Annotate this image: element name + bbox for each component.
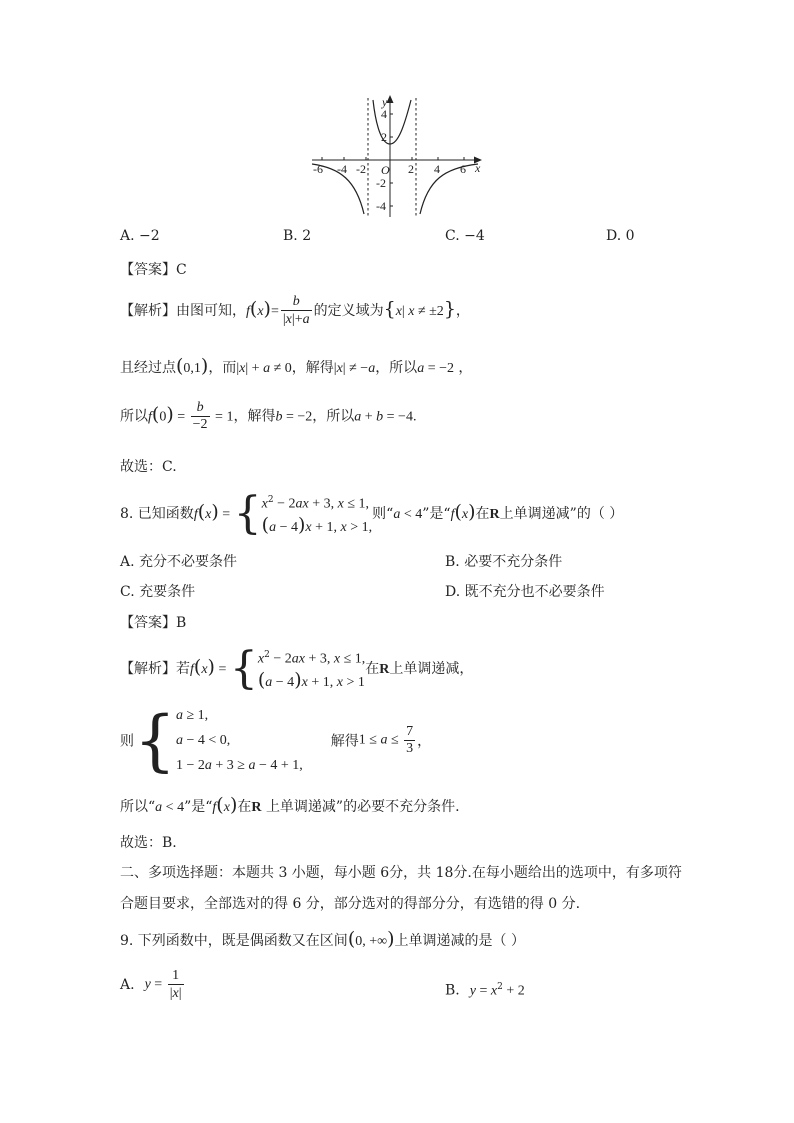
- q8-option-a: A. 充分不必要条件: [120, 554, 238, 570]
- y-tick-label: 4: [381, 107, 387, 121]
- function-graph: [300, 92, 490, 222]
- q7-option-d: D. 0: [606, 228, 635, 244]
- q8-option-d: D. 既不充分也不必要条件: [445, 584, 605, 600]
- y-axis-arrow: [387, 95, 394, 103]
- curve-right: [420, 164, 478, 214]
- q7-analysis-line3: 所以f(0) = $\frac{b}{-2}$ = 1，解得b = −2，所以a + b = −4.: [120, 400, 417, 432]
- x-tick-label: -6: [313, 162, 323, 176]
- y-tick-label: -2: [376, 176, 386, 190]
- q8-answer: 【答案】B: [120, 615, 187, 631]
- q8-conclusion: 故选：B.: [120, 835, 177, 851]
- x-axis-label: x: [475, 161, 481, 175]
- q9-stem: 9. 下列函数中，既是偶函数又在区间(0, +∞)上单调递减的是（ ）: [120, 928, 525, 950]
- q8-analysis-line1: 【解析】若f(x) = { $x^2 - 2ax + 3$, x ≤ 1, (a − 4)x + 1, x > 1 在R上单调递减，: [120, 642, 474, 694]
- q7-analysis-line1: 【解析】由图可知，f(x)= $\frac{b}{|x|+a}$ 的定义域为{x| x ≠ ±2}，: [120, 294, 470, 327]
- q7-answer: 【答案】C: [120, 262, 187, 278]
- q9-option-a: A. y = $\frac{1}{|x|}$: [120, 968, 182, 1001]
- q8-option-b: B. 必要不充分条件: [445, 554, 563, 570]
- y-tick-label: -4: [376, 199, 386, 213]
- origin-label: O: [381, 163, 390, 177]
- x-tick-label: -4: [337, 162, 347, 176]
- y-axis-label: y: [382, 95, 388, 109]
- q7-option-c: C. −4: [445, 228, 485, 244]
- section2-line1: 二、多项选择题：本题共 3 小题，每小题 6分，共 18分.在每小题给出的选项中，有多项符: [120, 865, 682, 881]
- q7-option-a: A. −2: [120, 228, 160, 244]
- x-tick-label: 4: [434, 162, 440, 176]
- q7-conclusion: 故选：C.: [120, 459, 177, 475]
- q7-option-b: B. 2: [283, 228, 312, 244]
- q8-analysis-line3: 所以“a < 4”是“f(x)在R 上单调递减”的必要不充分条件.: [120, 794, 460, 816]
- x-tick-label: -2: [356, 162, 366, 176]
- y-tick-label: 2: [381, 130, 387, 144]
- x-tick-label: 6: [460, 162, 466, 176]
- q9-option-b: B. $y = x^2 + 2$: [445, 982, 525, 999]
- x-tick-label: 2: [408, 162, 414, 176]
- q8-stem: 8. 已知函数f(x) = { $x^2 - 2ax + 3$, x ≤ 1, (a − 4)x + 1, x > 1, 则“a < 4”是“f(x)在R上单调递减”的（ ）: [120, 487, 624, 539]
- section2-line2: 合题目要求，全部选对的得 6 分，部分选对的得部分分，有选错的得 0 分.: [120, 896, 581, 912]
- q8-option-c: C. 充要条件: [120, 584, 196, 600]
- q8-analysis-line2: 则 { a ≥ 1, a − 4 < 0, 1 − 2a + 3 ≥ a − 4 + 1, 解得1 ≤ a ≤ $\frac{7}{3}$ ，: [120, 701, 432, 779]
- q7-analysis-line2: 且经过点(0,1)，而|x| + a ≠ 0，解得|x| ≠ −a，所以a = −2 ，: [120, 355, 473, 377]
